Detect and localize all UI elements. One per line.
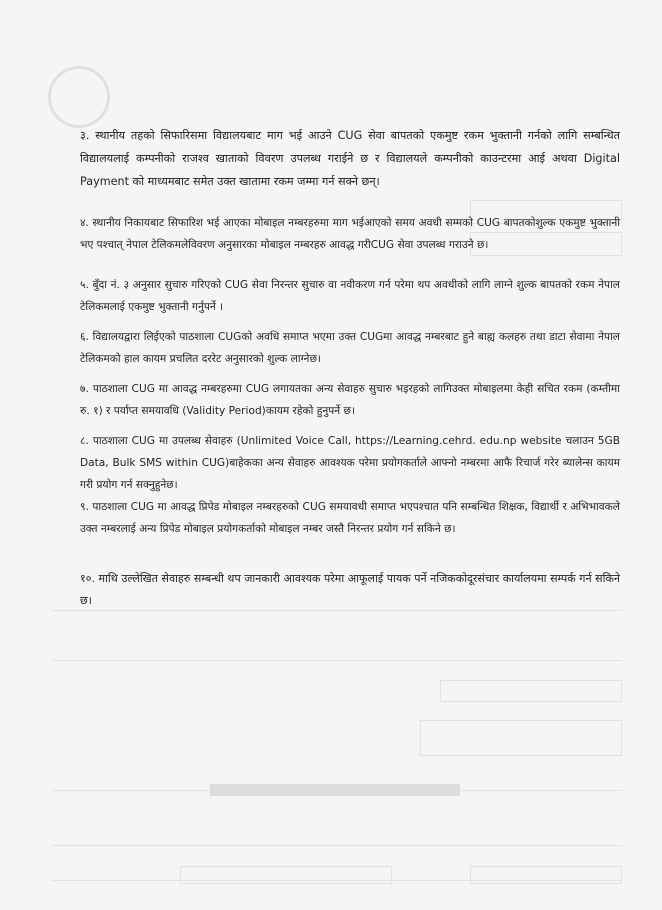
paragraph-7: ७. पाठशाला CUG मा आवद्ध नम्बरहरुमा CUG लगायतका अन्य सेवाहरु सुचारु भइरहको लागिउक्त मोबाइलमा केही सचित रकम (कम्तीमा रु. १) र पर्याप्त समयावधि (Validity Period)कायम रहेको हुनुपर्ने छ। xyxy=(80,383,620,417)
paragraph-8: ८. पाठशाला CUG मा उपलब्ध सेवाहरु (Unlimited Voice Call, https://Learning.cehrd. edu.np website चलाउन 5GB Data, Bulk SMS within CUG)बाहेकका अन्य सेवाहरु आवश्यक परेमा प्रयोगकर्ताले आफ्नो नम्बरमा आफै रिचार्ज गरेर ब्यालेन्स कायम गरी प्रयोग गर्न सक्नुहुनेछ। xyxy=(80,435,620,491)
paragraph-3: ३. स्थानीय तहको सिफारिसमा विद्यालयबाट माग भई आउने CUG सेवा बापतको एकमुष्ट रकम भुक्तानी गर्नको लागि सम्बन्धित विद्यालयलाई कम्पनीको राजश्व खाताको विवरण उपलब्ध गराईने छ र विद्यालयले कम्पनीको काउन्टरमा आई अथवा Digital Payment को माध्यमबाट समेत उक्त खातामा रकम जम्मा गर्न सक्ने छन्। xyxy=(80,129,620,188)
paragraph-6: ६. विद्यालयद्वारा लिईएको पाठशाला CUGको अवधि समाप्त भएमा उक्त CUGमा आवद्ध नम्बरबाट हुने बाह्य कलहरु तथा डाटा सेवामा नेपाल टेलिकमको हाल कायम प्रचलित दररेट अनुसारको शुल्क लाग्नेछ। xyxy=(80,331,620,365)
bleed-through-logo xyxy=(48,66,110,128)
paragraph-9: ९. पाठशाला CUG मा आवद्ध प्रिपेड मोबाइल नम्बरहरुको CUG समयावधी समाप्त भएपश्चात पनि सम्बन्धित शिक्षक, विद्यार्थी र अभिभावकले उक्त नम्बरलाई अन्य प्रिपेड मोबाइल प्रयोगकर्ताको मोबाइल नम्बर जस्तै निरन्तर प्रयोग गर्न सकिने छ। xyxy=(80,501,620,535)
bleed-through-line xyxy=(52,880,622,881)
bleed-through-bar xyxy=(210,784,460,796)
bleed-through-box xyxy=(420,720,622,756)
bleed-through-line xyxy=(52,660,622,661)
paragraph-10: १०. माथि उल्लेखित सेवाहरु सम्बन्धी थप जानकारी आवश्यक परेमा आफूलाई पायक पर्ने नजिककोदूरसंचार कार्यालयमा सम्पर्क गर्न सकिने छ। xyxy=(80,572,620,607)
paragraph-4: ४. स्थानीय निकायबाट सिफारिश भई आएका मोबाइल नम्बरहरुमा माग भईआएको समय अवधी सम्मको CUG बापतकोशुल्क एकमुष्ट भुक्तानी भए पश्चात् नेपाल टेलिकमलेविवरण अनुसारका मोबाइल नम्बरहरु आवद्ध गरीCUG सेवा उपलब्ध गराउने छ। xyxy=(80,217,620,251)
bleed-through-box xyxy=(440,680,622,702)
paragraph-5: ५. बुँदा नं. ३ अनुसार सुचारु गरिएको CUG सेवा निरन्तर सुचारु वा नवीकरण गर्न परेमा थप अवधीको लागि लाग्ने शुल्क बापतको रकम नेपाल टेलिकमलाई एकमुष्ट भुक्तानी गर्नुपर्ने । xyxy=(80,279,620,313)
bleed-through-box xyxy=(470,866,622,884)
bleed-through-box xyxy=(180,866,392,884)
bleed-through-line xyxy=(52,845,622,846)
